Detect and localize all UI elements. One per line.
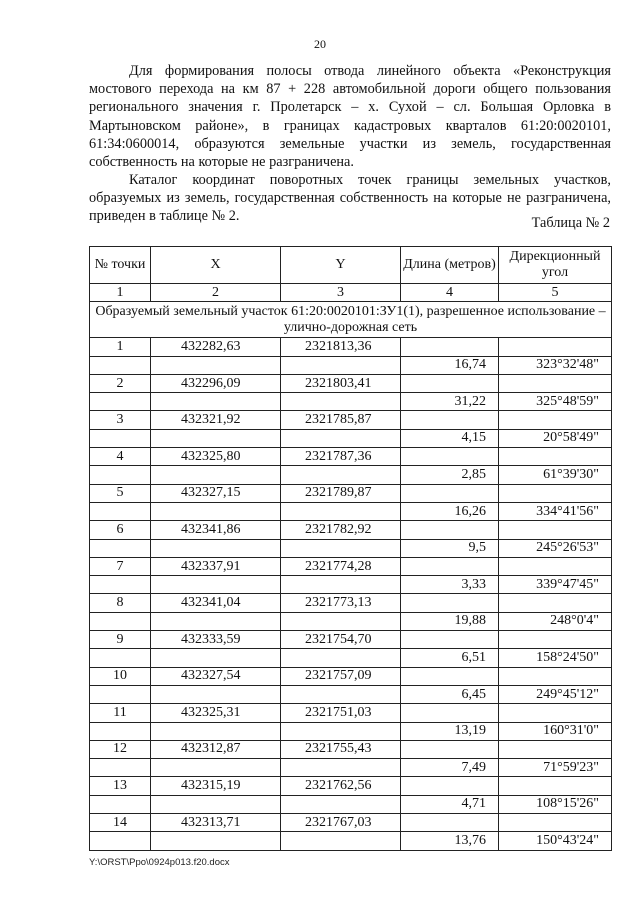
point-row xyxy=(90,740,612,758)
coord-y: 2321755,43 xyxy=(281,740,401,758)
empty-cell xyxy=(90,649,151,667)
empty-cell xyxy=(151,649,281,667)
empty-cell xyxy=(151,795,281,813)
header-point-number: № точки xyxy=(90,247,151,284)
point-row xyxy=(90,374,612,392)
point-number: 11 xyxy=(90,704,151,722)
point-row xyxy=(90,631,612,649)
direction-angle: 248°0'4" xyxy=(499,612,612,630)
empty-cell xyxy=(281,759,401,777)
segment-length: 6,51 xyxy=(401,649,499,667)
segment-length: 19,88 xyxy=(401,612,499,630)
empty-cell xyxy=(151,612,281,630)
empty-cell xyxy=(90,576,151,594)
empty-cell xyxy=(151,722,281,740)
empty-cell xyxy=(90,722,151,740)
point-row xyxy=(90,411,612,429)
empty-cell xyxy=(90,429,151,447)
coord-y: 2321813,36 xyxy=(281,338,401,356)
empty-cell xyxy=(499,667,612,685)
empty-cell xyxy=(401,667,499,685)
segment-length: 2,85 xyxy=(401,466,499,484)
point-number: 3 xyxy=(90,411,151,429)
empty-cell xyxy=(90,466,151,484)
point-number: 7 xyxy=(90,557,151,575)
point-row xyxy=(90,338,612,356)
empty-cell xyxy=(151,393,281,411)
point-row xyxy=(90,814,612,832)
point-number: 12 xyxy=(90,740,151,758)
empty-cell xyxy=(281,429,401,447)
point-row xyxy=(90,521,612,539)
point-number: 4 xyxy=(90,448,151,466)
point-row xyxy=(90,594,612,612)
empty-cell xyxy=(401,521,499,539)
coordinates-table xyxy=(89,246,612,851)
coord-x: 432282,63 xyxy=(151,338,281,356)
table-caption: Таблица № 2 xyxy=(531,215,610,231)
header-y: Y xyxy=(281,247,401,284)
empty-cell xyxy=(151,539,281,557)
empty-cell xyxy=(90,539,151,557)
empty-cell xyxy=(499,777,612,795)
empty-cell xyxy=(401,704,499,722)
point-row xyxy=(90,448,612,466)
coord-y: 2321767,03 xyxy=(281,814,401,832)
empty-cell xyxy=(401,740,499,758)
point-number: 9 xyxy=(90,631,151,649)
point-row xyxy=(90,704,612,722)
catalog-paragraph: Каталог координат поворотных точек границы земельных участков, образуемых из земель, государственная собственность на которые не разграничена, приведен в таблице № 2. xyxy=(89,172,611,225)
segment-row xyxy=(90,685,612,703)
file-path-footer: Y:\ORST\Ppo\0924p013.f20.docx xyxy=(89,857,230,868)
segment-row xyxy=(90,393,612,411)
empty-cell xyxy=(151,356,281,374)
segment-row xyxy=(90,356,612,374)
empty-cell xyxy=(499,704,612,722)
point-number: 1 xyxy=(90,338,151,356)
coord-x: 432327,15 xyxy=(151,484,281,502)
page-number: 20 xyxy=(314,37,326,51)
table-header-row xyxy=(90,247,612,284)
direction-angle: 61°39'30" xyxy=(499,466,612,484)
coord-y: 2321785,87 xyxy=(281,411,401,429)
column-number: 3 xyxy=(281,284,401,302)
empty-cell xyxy=(499,411,612,429)
segment-length: 6,45 xyxy=(401,685,499,703)
empty-cell xyxy=(401,338,499,356)
coord-x: 432333,59 xyxy=(151,631,281,649)
empty-cell xyxy=(281,649,401,667)
segment-length: 9,5 xyxy=(401,539,499,557)
section-title: Образуемый земельный участок 61:20:0020101:ЗУ1(1), разрешенное использование – улично-дорожная сеть xyxy=(90,302,612,338)
empty-cell xyxy=(499,814,612,832)
section-row xyxy=(90,302,612,338)
intro-paragraph: Для формирования полосы отвода линейного объекта «Реконструкция мостового перехода на км 87 + 228 автомобильной дороги общего пользования регионального значения г. Пролетарск – х. Сухой – сл. Большая Орловка в Мартыновском районе», в границах кадастровых кварталов 61:20:0020101, 61:34:0600014, образуются земельные участки из земель, государственная собственность на которые не разграничена. xyxy=(89,63,611,171)
coord-y: 2321773,13 xyxy=(281,594,401,612)
coord-y: 2321754,70 xyxy=(281,631,401,649)
point-row xyxy=(90,667,612,685)
empty-cell xyxy=(401,374,499,392)
empty-cell xyxy=(90,685,151,703)
direction-angle: 249°45'12" xyxy=(499,685,612,703)
coord-x: 432313,71 xyxy=(151,814,281,832)
empty-cell xyxy=(151,685,281,703)
coord-y: 2321782,92 xyxy=(281,521,401,539)
empty-cell xyxy=(499,740,612,758)
point-row xyxy=(90,484,612,502)
empty-cell xyxy=(90,759,151,777)
coord-x: 432327,54 xyxy=(151,667,281,685)
segment-row xyxy=(90,612,612,630)
empty-cell xyxy=(151,502,281,520)
segment-length: 7,49 xyxy=(401,759,499,777)
direction-angle: 108°15'26" xyxy=(499,795,612,813)
coord-x: 432312,87 xyxy=(151,740,281,758)
empty-cell xyxy=(281,356,401,374)
empty-cell xyxy=(401,814,499,832)
coord-y: 2321762,56 xyxy=(281,777,401,795)
empty-cell xyxy=(281,502,401,520)
segment-length: 16,26 xyxy=(401,502,499,520)
segment-row xyxy=(90,466,612,484)
coord-x: 432325,31 xyxy=(151,704,281,722)
empty-cell xyxy=(151,832,281,850)
empty-cell xyxy=(401,777,499,795)
empty-cell xyxy=(281,539,401,557)
point-number: 14 xyxy=(90,814,151,832)
empty-cell xyxy=(401,594,499,612)
empty-cell xyxy=(401,484,499,502)
empty-cell xyxy=(151,466,281,484)
segment-row xyxy=(90,832,612,850)
empty-cell xyxy=(401,411,499,429)
empty-cell xyxy=(499,594,612,612)
header-direction-angle: Дирекционный угол xyxy=(499,247,612,284)
segment-length: 31,22 xyxy=(401,393,499,411)
empty-cell xyxy=(401,631,499,649)
coord-y: 2321787,36 xyxy=(281,448,401,466)
direction-angle: 20°58'49" xyxy=(499,429,612,447)
column-number: 2 xyxy=(151,284,281,302)
coord-x: 432325,80 xyxy=(151,448,281,466)
coord-y: 2321789,87 xyxy=(281,484,401,502)
segment-length: 13,76 xyxy=(401,832,499,850)
column-number-row xyxy=(90,284,612,302)
empty-cell xyxy=(281,722,401,740)
segment-row xyxy=(90,576,612,594)
direction-angle: 245°26'53" xyxy=(499,539,612,557)
direction-angle: 158°24'50" xyxy=(499,649,612,667)
header-x: X xyxy=(151,247,281,284)
empty-cell xyxy=(499,631,612,649)
point-number: 6 xyxy=(90,521,151,539)
point-row xyxy=(90,777,612,795)
direction-angle: 325°48'59" xyxy=(499,393,612,411)
point-number: 2 xyxy=(90,374,151,392)
empty-cell xyxy=(151,576,281,594)
coord-x: 432321,92 xyxy=(151,411,281,429)
empty-cell xyxy=(151,759,281,777)
empty-cell xyxy=(281,466,401,484)
empty-cell xyxy=(281,832,401,850)
segment-row xyxy=(90,759,612,777)
column-number: 4 xyxy=(401,284,499,302)
empty-cell xyxy=(90,832,151,850)
coord-x: 432341,86 xyxy=(151,521,281,539)
point-number: 13 xyxy=(90,777,151,795)
empty-cell xyxy=(90,795,151,813)
coord-x: 432341,04 xyxy=(151,594,281,612)
direction-angle: 323°32'48" xyxy=(499,356,612,374)
direction-angle: 339°47'45" xyxy=(499,576,612,594)
segment-row xyxy=(90,539,612,557)
point-row xyxy=(90,557,612,575)
segment-length: 4,15 xyxy=(401,429,499,447)
empty-cell xyxy=(401,557,499,575)
header-length: Длина (метров) xyxy=(401,247,499,284)
empty-cell xyxy=(499,521,612,539)
empty-cell xyxy=(90,502,151,520)
empty-cell xyxy=(499,557,612,575)
coord-x: 432337,91 xyxy=(151,557,281,575)
empty-cell xyxy=(499,374,612,392)
empty-cell xyxy=(281,576,401,594)
segment-length: 3,33 xyxy=(401,576,499,594)
segment-length: 4,71 xyxy=(401,795,499,813)
empty-cell xyxy=(499,448,612,466)
empty-cell xyxy=(281,612,401,630)
empty-cell xyxy=(281,685,401,703)
empty-cell xyxy=(90,356,151,374)
point-number: 8 xyxy=(90,594,151,612)
empty-cell xyxy=(90,393,151,411)
coord-x: 432296,09 xyxy=(151,374,281,392)
segment-row xyxy=(90,795,612,813)
coord-y: 2321774,28 xyxy=(281,557,401,575)
segment-row xyxy=(90,502,612,520)
direction-angle: 160°31'0" xyxy=(499,722,612,740)
coord-y: 2321751,03 xyxy=(281,704,401,722)
empty-cell xyxy=(281,795,401,813)
direction-angle: 150°43'24" xyxy=(499,832,612,850)
segment-length: 16,74 xyxy=(401,356,499,374)
empty-cell xyxy=(90,612,151,630)
column-number: 1 xyxy=(90,284,151,302)
point-number: 5 xyxy=(90,484,151,502)
empty-cell xyxy=(401,448,499,466)
segment-row xyxy=(90,429,612,447)
segment-row xyxy=(90,649,612,667)
segment-row xyxy=(90,722,612,740)
column-number: 5 xyxy=(499,284,612,302)
empty-cell xyxy=(281,393,401,411)
coord-y: 2321803,41 xyxy=(281,374,401,392)
empty-cell xyxy=(151,429,281,447)
coord-y: 2321757,09 xyxy=(281,667,401,685)
coord-x: 432315,19 xyxy=(151,777,281,795)
empty-cell xyxy=(499,484,612,502)
direction-angle: 71°59'23" xyxy=(499,759,612,777)
direction-angle: 334°41'56" xyxy=(499,502,612,520)
empty-cell xyxy=(499,338,612,356)
point-number: 10 xyxy=(90,667,151,685)
segment-length: 13,19 xyxy=(401,722,499,740)
